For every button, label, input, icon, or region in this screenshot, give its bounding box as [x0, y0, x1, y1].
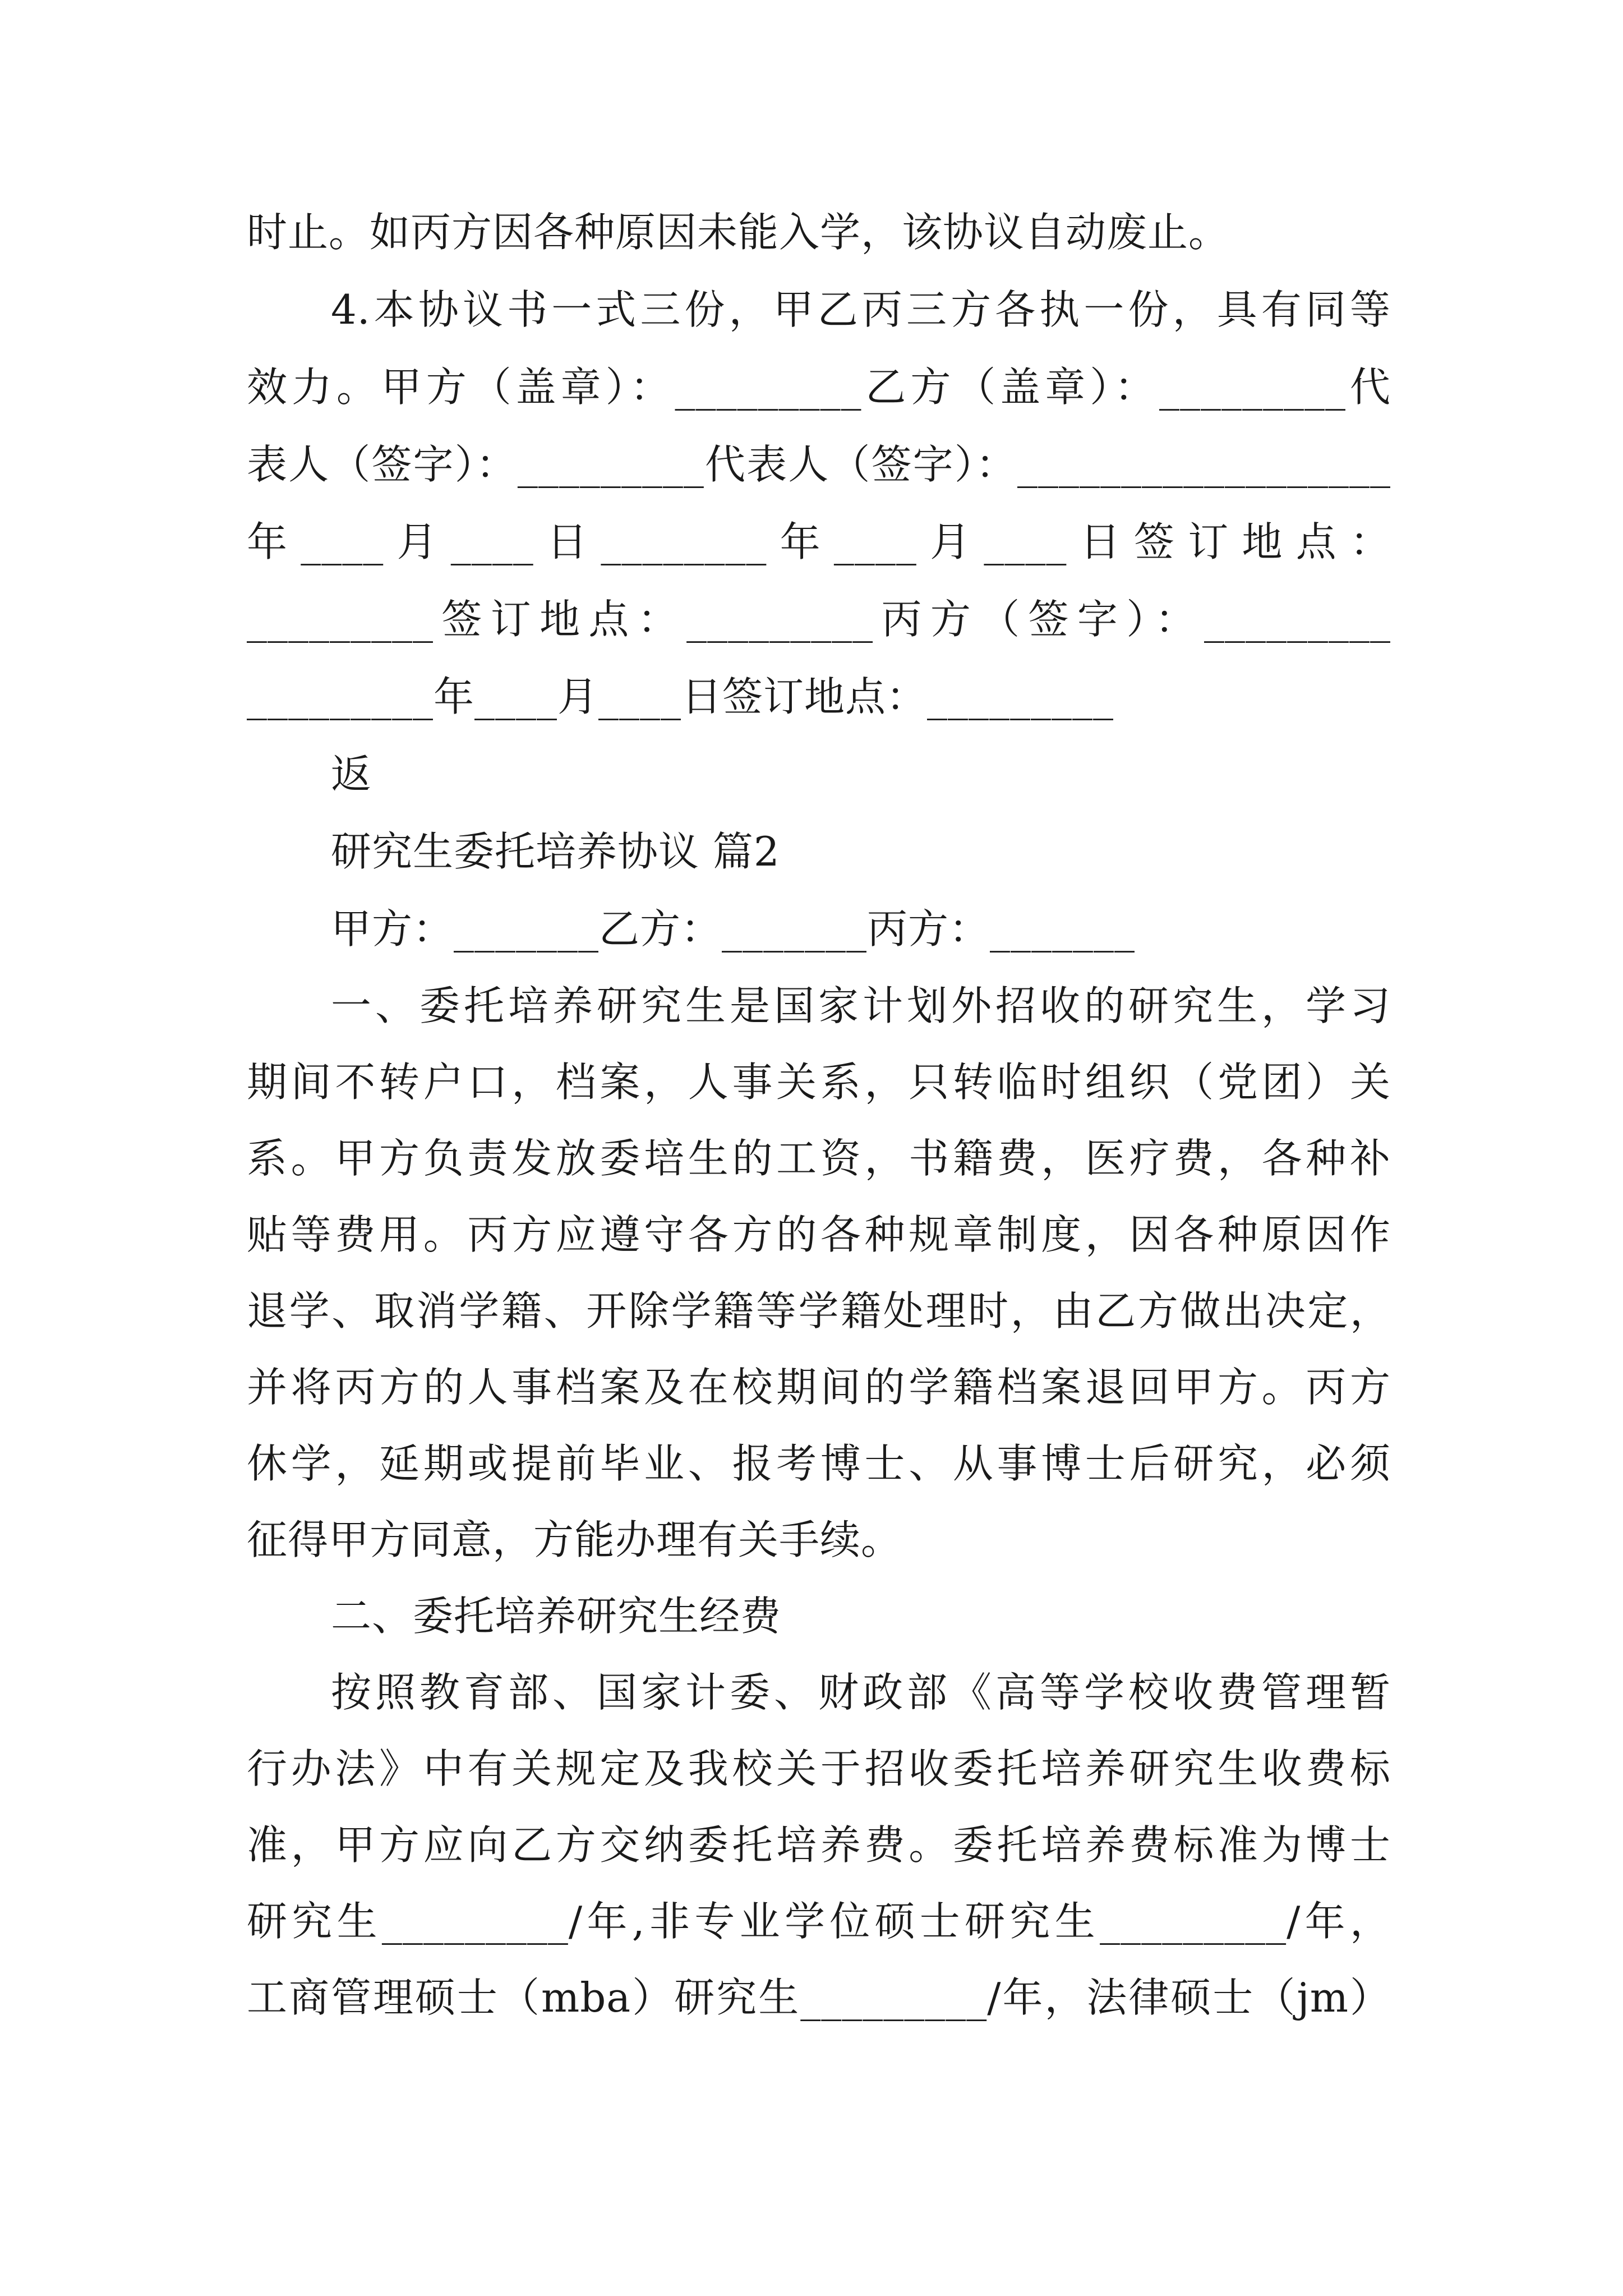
paragraph-line: 研究生_________/年,非专业学位硕士研究生_________/年，: [247, 1898, 1391, 1945]
date-line: 年____月____日________年____月____日签订地点：: [247, 518, 1391, 565]
return-link[interactable]: 返: [331, 751, 372, 798]
signature-line: 表人（签字）：_________代表人（签字）：__________________: [247, 441, 1391, 488]
section-title: 研究生委托培养协议 篇2: [331, 828, 780, 875]
date-line: _________年____月____日签订地点：_________: [247, 673, 1114, 720]
paragraph-line: 准，甲方应向乙方交纳委托培养费。委托培养费标准为博士: [247, 1821, 1391, 1869]
paragraph-line: 期间不转户口，档案，人事关系，只转临时组织（党团）关: [247, 1059, 1391, 1106]
paragraph-line: 按照教育部、国家计委、财政部《高等学校收费管理暂: [331, 1669, 1391, 1716]
paragraph-line: 系。甲方负责发放委培生的工资，书籍费，医疗费，各种补: [247, 1135, 1391, 1182]
paragraph-line: 退学、取消学籍、开除学籍等学籍处理时，由乙方做出决定，: [247, 1287, 1391, 1335]
signature-line: _________签订地点：_________丙方（签字）：_________: [247, 596, 1391, 643]
section-heading: 二、委托培养研究生经费: [331, 1593, 782, 1640]
paragraph-line: 时止。如丙方因各种原因未能入学，该协议自动废止。: [247, 209, 1230, 256]
paragraph-line: 4.本协议书一式三份，甲乙丙三方各执一份，具有同等: [331, 286, 1391, 333]
signature-line: 效力。甲方（盖章）：_________乙方（盖章）：_________代: [247, 364, 1391, 411]
paragraph-line: 征得甲方同意，方能办理有关手续。: [247, 1516, 902, 1563]
paragraph-line: 贴等费用。丙方应遵守各方的各种规章制度，因各种原因作: [247, 1211, 1391, 1258]
parties-line: 甲方：_______乙方：_______丙方：_______: [331, 905, 1136, 953]
paragraph-line: 并将丙方的人事档案及在校期间的学籍档案退回甲方。丙方: [247, 1364, 1391, 1411]
paragraph-line: 工商管理硕士（mba）研究生_________/年，法律硕士（jm）: [247, 1974, 1391, 2021]
document-page: [247, 194, 1391, 2036]
paragraph-line: 休学，延期或提前毕业、报考博士、从事博士后研究，必须: [247, 1440, 1391, 1487]
paragraph-line: 一、委托培养研究生是国家计划外招收的研究生，学习: [331, 982, 1391, 1029]
paragraph-line: 行办法》中有关规定及我校关于招收委托培养研究生收费标: [247, 1745, 1391, 1792]
